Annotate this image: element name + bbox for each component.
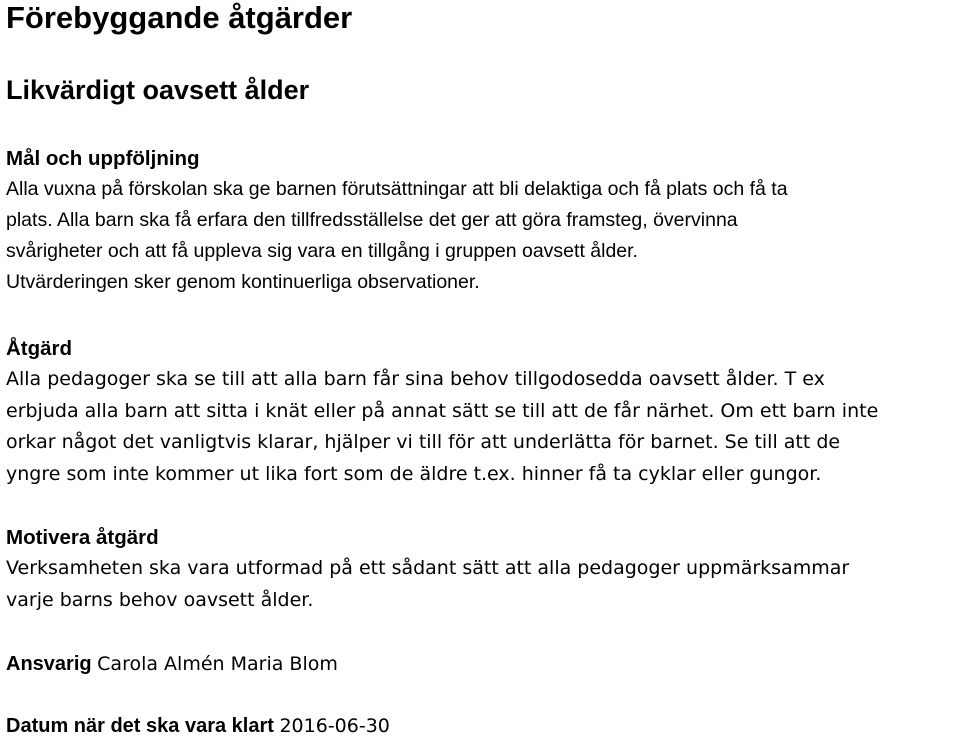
responsible-row (6, 649, 338, 680)
goal-line: plats. Alla barn ska få erfara den tillfredsställelse det ger att göra framsteg, övervinna (6, 209, 738, 231)
responsible-value: Carola Almén Maria Blom (97, 653, 338, 675)
motivation-section (6, 522, 956, 616)
goal-section (6, 143, 956, 298)
action-section (6, 333, 956, 490)
goal-line: svårigheter och att få uppleva sig vara en tillgång i gruppen oavsett ålder. (6, 240, 638, 262)
page-title: Förebyggande åtgärder (6, 0, 353, 35)
action-text (6, 364, 956, 490)
motivation-text (6, 553, 956, 616)
action-line: Alla pedagoger ska se till att alla barn får sina behov tillgodosedda oavsett ålder. T ex (6, 368, 825, 390)
motivation-line: Verksamheten ska vara utformad på ett sådant sätt att alla pedagoger uppmärksammar (6, 557, 850, 579)
action-heading: Åtgärd (6, 337, 73, 360)
deadline-value: 2016-06-30 (279, 715, 390, 737)
action-line: erbjuda alla barn att sitta i knät eller på annat sätt se till att de får närhet. Om ett barn inte (6, 399, 879, 422)
responsible-label: Ansvarig (6, 653, 98, 675)
action-line: orkar något det vanligtvis klarar, hjälper vi till för att underlätta för barnet. Se till att de (6, 431, 841, 453)
deadline-row (6, 711, 390, 742)
action-line: yngre som inte kommer ut lika fort som de äldre t.ex. hinner få ta cyklar eller gungor. (6, 462, 822, 485)
page-subtitle: Likvärdigt oavsett ålder (6, 75, 310, 105)
deadline-label: Datum när det ska vara klart (6, 715, 280, 737)
motivation-line: varje barns behov oavsett ålder. (6, 588, 314, 611)
goal-line: Alla vuxna på förskolan ska ge barnen förutsättningar att bli delaktiga och få plats och få ta (6, 178, 788, 200)
goal-heading: Mål och uppföljning (6, 147, 200, 170)
motivation-heading: Motivera åtgärd (6, 526, 159, 549)
goal-text (6, 174, 956, 298)
goal-line: Utvärderingen sker genom kontinuerliga observationer. (6, 271, 480, 293)
